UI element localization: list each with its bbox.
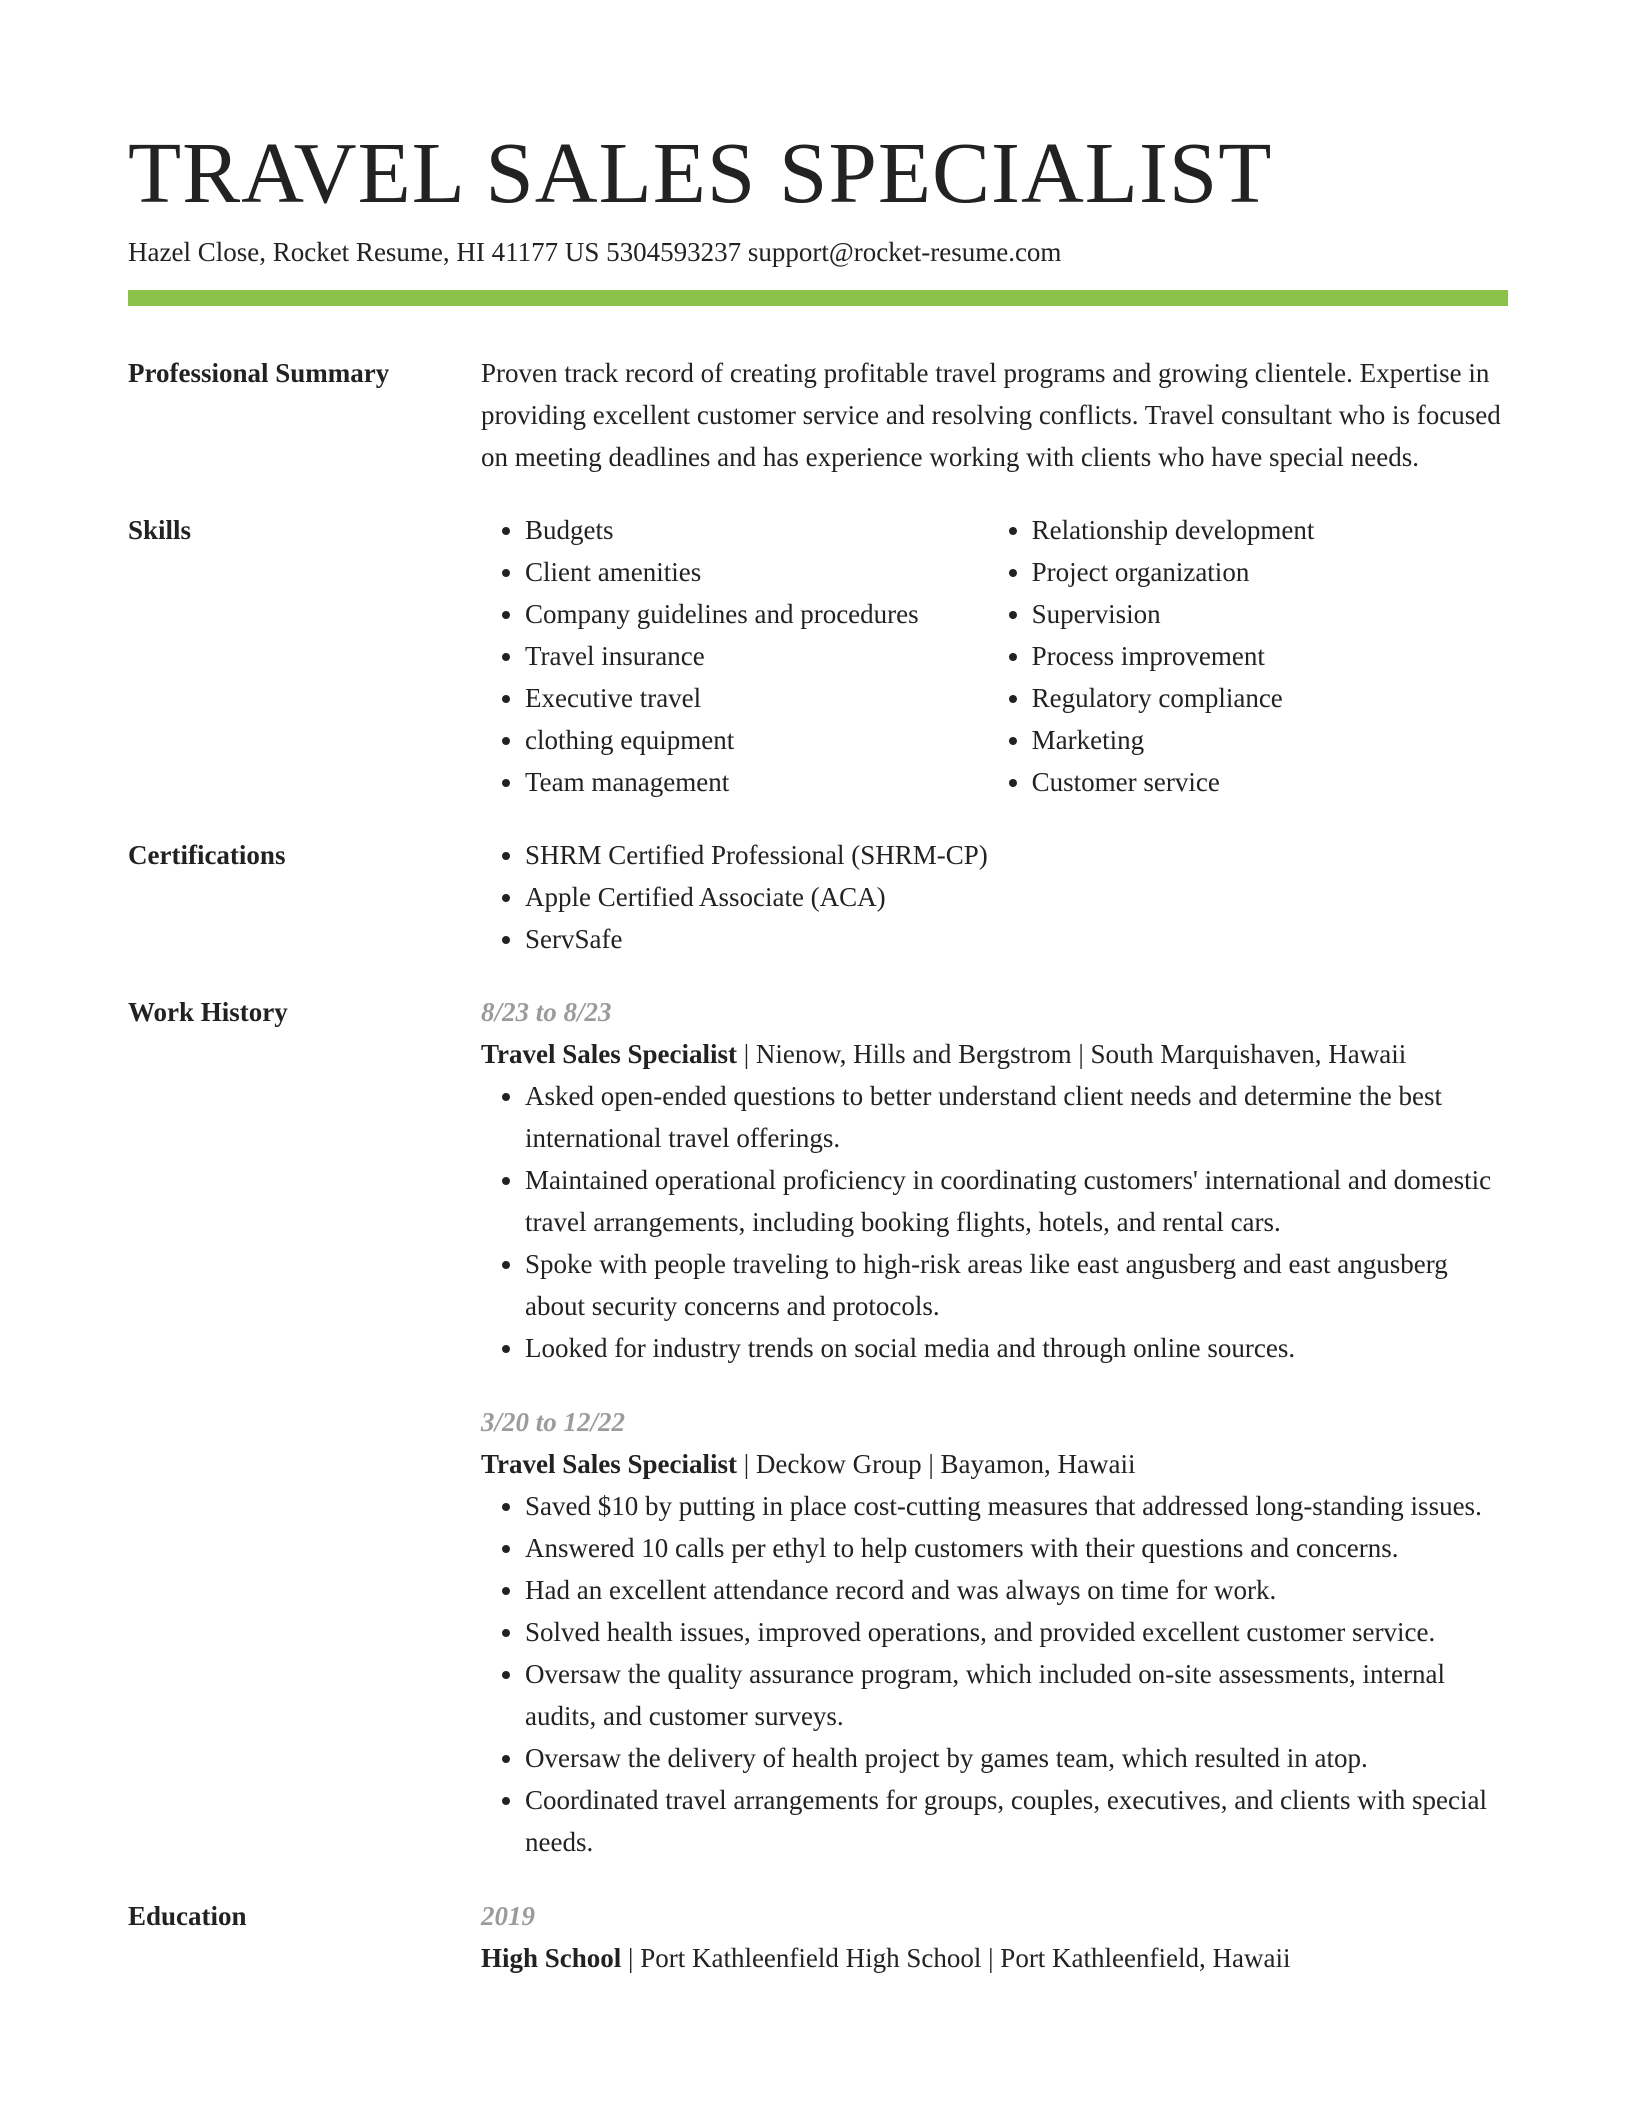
resume-page — [128, 118, 1508, 1979]
job-bullet: • Asked open-ended questions to better understand client needs and determine the best international travel offerings. — [525, 1075, 1508, 1159]
contact-info: Hazel Close, Rocket Resume, HI 41177 US 5304593237 support@rocket-resume.com — [128, 237, 1062, 267]
skill-item: • Client amenities — [525, 551, 988, 593]
skill-item: • Executive travel — [525, 677, 988, 719]
summary-section — [128, 352, 1508, 478]
education-details: | Port Kathleenfield High School | Port Kathleenfield, Hawaii — [621, 1943, 1291, 1973]
skill-item: • Marketing — [1032, 719, 1508, 761]
job-heading — [481, 1443, 1508, 1485]
job-title: Travel Sales Specialist — [481, 1449, 737, 1479]
education-section — [128, 1895, 1508, 1979]
certification-item: • SHRM Certified Professional (SHRM-CP) — [525, 834, 1508, 876]
skill-item: • Process improvement — [1032, 635, 1508, 677]
job-details: | Deckow Group | Bayamon, Hawaii — [737, 1449, 1136, 1479]
work-history-content — [481, 991, 1508, 1863]
skill-item: • clothing equipment — [525, 719, 988, 761]
skills-content — [481, 509, 1508, 803]
job-entry — [481, 1401, 1508, 1863]
certifications-section — [128, 834, 1508, 960]
certification-item: • Apple Certified Associate (ACA) — [525, 876, 1508, 918]
job-bullet: • Looked for industry trends on social media and through online sources. — [525, 1327, 1508, 1369]
skills-list-left — [481, 509, 988, 803]
certifications-content — [481, 834, 1508, 960]
skills-section — [128, 509, 1508, 803]
education-content — [481, 1895, 1508, 1979]
skills-heading: Skills — [128, 515, 192, 545]
job-dates: 3/20 to 12/22 — [481, 1407, 626, 1437]
job-bullet: • Solved health issues, improved operations, and provided excellent customer service. — [525, 1611, 1508, 1653]
job-bullets — [481, 1075, 1508, 1369]
skills-list-right — [988, 509, 1508, 803]
skill-item: • Relationship development — [1032, 509, 1508, 551]
certification-item: • ServSafe — [525, 918, 1508, 960]
skill-item: • Budgets — [525, 509, 988, 551]
job-details: | Nienow, Hills and Bergstrom | South Marquishaven, Hawaii — [737, 1039, 1407, 1069]
skill-item: • Team management — [525, 761, 988, 803]
summary-text: Proven track record of creating profitable travel programs and growing clientele. Expertise in providing excellent customer service and resolving conflicts. Travel consultant who is focused on meeting deadlines and has experience working with clients who have special needs. — [481, 358, 1501, 472]
job-bullet: • Coordinated travel arrangements for groups, couples, executives, and clients with special needs. — [525, 1779, 1508, 1863]
job-entry — [481, 991, 1508, 1369]
job-bullets — [481, 1485, 1508, 1863]
job-title: Travel Sales Specialist — [481, 1039, 737, 1069]
skill-item: • Travel insurance — [525, 635, 988, 677]
job-bullet: • Answered 10 calls per ethyl to help customers with their questions and concerns. — [525, 1527, 1508, 1569]
summary-heading: Professional Summary — [128, 358, 390, 388]
job-bullet: • Spoke with people traveling to high-risk areas like east angusberg and east angusberg about security concerns and protocols. — [525, 1243, 1508, 1327]
education-heading: Education — [128, 1901, 247, 1931]
skill-item: • Customer service — [1032, 761, 1508, 803]
job-bullet: • Had an excellent attendance record and was always on time for work. — [525, 1569, 1508, 1611]
certifications-heading: Certifications — [128, 840, 286, 870]
work-history-section — [128, 991, 1508, 1863]
job-bullet: • Maintained operational proficiency in coordinating customers' international and domestic travel arrangements, including booking flights, hotels, and rental cars. — [525, 1159, 1508, 1243]
education-degree: High School — [481, 1943, 622, 1973]
resume-title: TRAVEL SALES SPECIALIST — [128, 124, 1273, 221]
skill-item: • Project organization — [1032, 551, 1508, 593]
summary-content — [481, 352, 1508, 478]
job-bullet: • Saved $10 by putting in place cost-cutting measures that addressed long-standing issues. — [525, 1485, 1508, 1527]
job-heading — [481, 1033, 1508, 1075]
certifications-list — [481, 834, 1508, 960]
skill-item: • Regulatory compliance — [1032, 677, 1508, 719]
job-bullet: • Oversaw the quality assurance program, which included on-site assessments, internal audits, and customer surveys. — [525, 1653, 1508, 1737]
skill-item: • Supervision — [1032, 593, 1508, 635]
education-heading-line — [481, 1937, 1508, 1979]
skill-item: • Company guidelines and procedures — [525, 593, 988, 635]
job-bullet: • Oversaw the delivery of health project by games team, which resulted in atop. — [525, 1737, 1508, 1779]
work-history-heading: Work History — [128, 997, 288, 1027]
job-dates: 8/23 to 8/23 — [481, 997, 612, 1027]
education-dates: 2019 — [481, 1901, 535, 1931]
header-divider — [128, 290, 1508, 306]
